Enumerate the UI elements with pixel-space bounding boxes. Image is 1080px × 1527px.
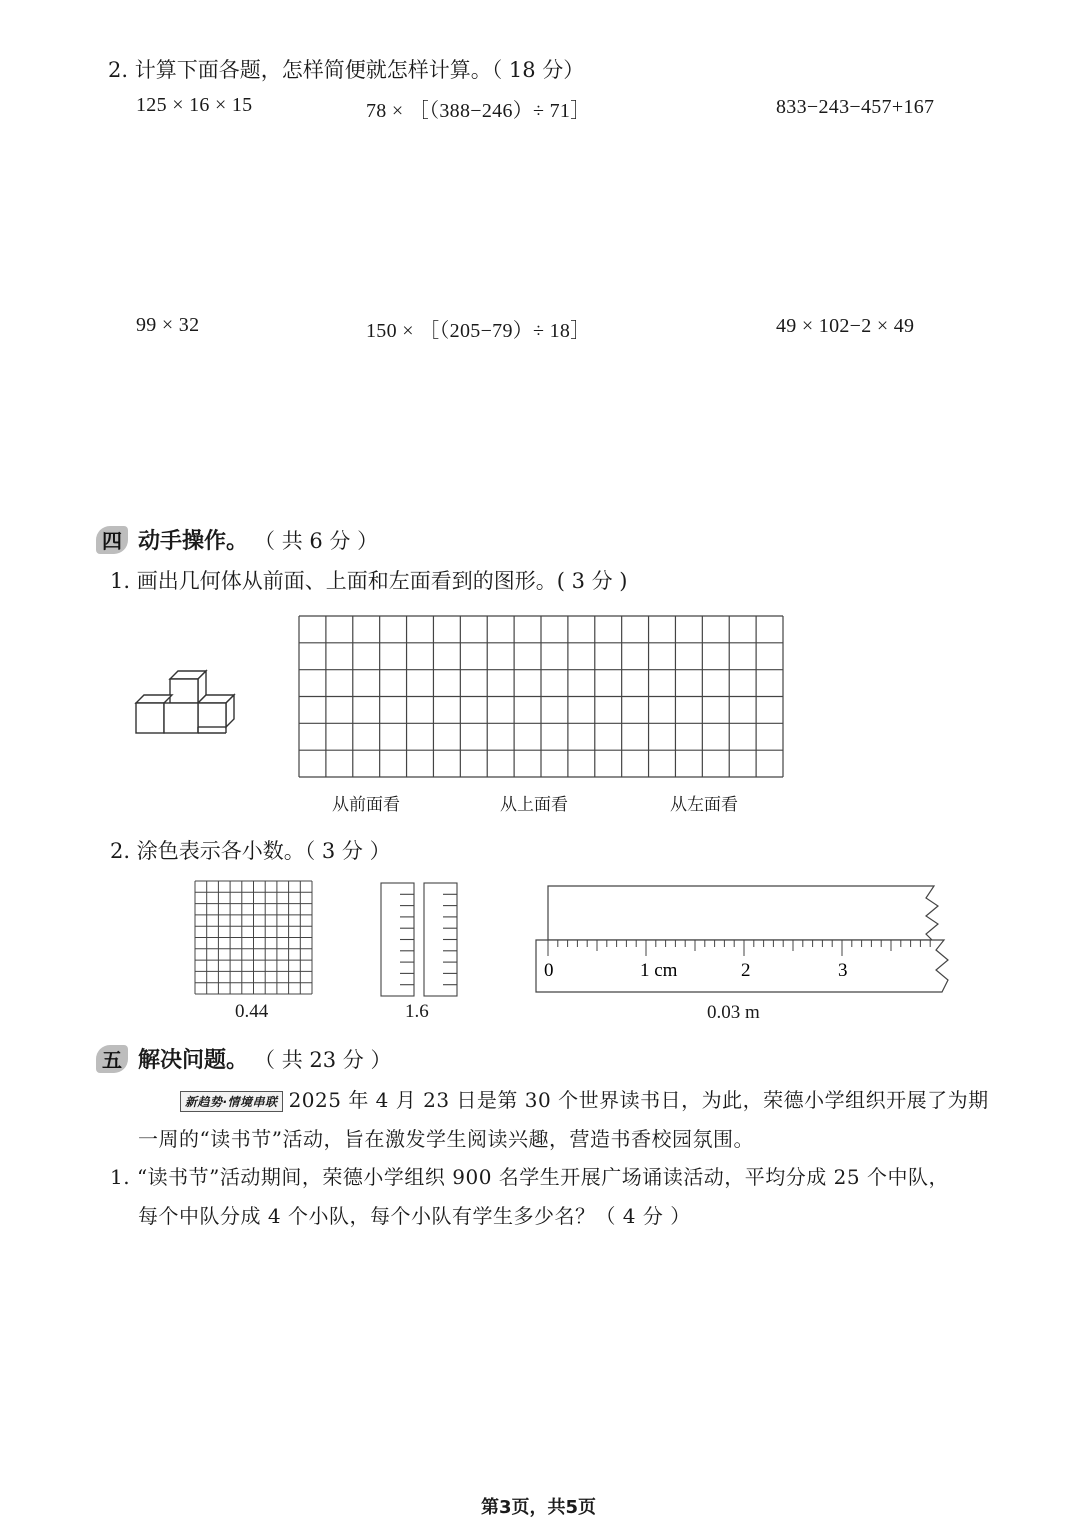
section-4-points: （ 共 6 分 ） — [254, 528, 379, 553]
intro-text-1: 2025 年 4 月 23 日是第 30 个世界读书日，为此，荣德小学组织开展了为期 — [288, 1088, 989, 1112]
ruler-label-3: 3 — [838, 960, 848, 981]
drawing-grid[interactable] — [298, 615, 785, 779]
caption-1-6: 1.6 — [405, 1001, 429, 1022]
hundred-square-grid[interactable] — [194, 880, 314, 996]
shade-question-title: 2. 涂色表示各小数。（ 3 分 ） — [110, 839, 391, 863]
view-label-top: 从上面看 — [500, 795, 568, 815]
ruler-with-strip[interactable] — [534, 882, 954, 994]
expression-4: 99 × 32 — [136, 314, 200, 336]
ruler-label-1cm: 1 cm — [640, 960, 678, 981]
view-label-left: 从左面看 — [670, 795, 738, 815]
expression-5: 150 × ［（205−79）÷ 18］ — [366, 320, 591, 342]
section-5-title: 解决问题。 — [138, 1047, 249, 1073]
caption-0-03-m: 0.03 m — [707, 1002, 760, 1023]
problem-1-line-2: 每个中队分成 4 个小队，每个小队有学生多少名？（ 4 分 ） — [138, 1204, 691, 1228]
section-5-header — [96, 1043, 391, 1074]
intro-line-1 — [180, 1084, 989, 1113]
caption-0-44: 0.44 — [235, 1001, 269, 1022]
expression-1: 125 × 16 × 15 — [136, 94, 253, 116]
section-5-badge: 五 — [96, 1045, 128, 1073]
section-4-title: 动手操作。 — [138, 528, 249, 554]
expression-6: 49 × 102−2 × 49 — [776, 315, 915, 337]
views-question-title: 1. 画出几何体从前面、上面和左面看到的图形。( 3 分 ) — [110, 569, 628, 593]
expression-2: 78 × ［（388−246）÷ 71］ — [366, 100, 591, 122]
ruler-label-2: 2 — [741, 960, 751, 981]
page-footer: 第3页，共5页 — [481, 1497, 597, 1518]
intro-line-2: 一周的“读书节”活动，旨在激发学生阅读兴趣，营造书香校园氛围。 — [138, 1127, 754, 1151]
section-4-header — [96, 524, 378, 555]
tenth-strips[interactable] — [380, 882, 460, 998]
section-5-points: （ 共 23 分 ） — [254, 1047, 392, 1072]
calc-question-title: 2. 计算下面各题，怎样简便就怎样计算。（ 18 分） — [108, 58, 585, 82]
section-4-badge: 四 — [96, 526, 128, 554]
problem-1-line-1: 1. “读书节”活动期间，荣德小学组织 900 名学生开展广场诵读活动，平均分成 25 个中队， — [110, 1165, 949, 1189]
trend-tag: 新趋势·情境串联 — [180, 1091, 283, 1112]
expression-3: 833−243−457+167 — [776, 96, 935, 118]
view-label-front: 从前面看 — [332, 795, 400, 815]
ruler-label-0: 0 — [544, 960, 554, 981]
cube-figure — [130, 665, 240, 740]
